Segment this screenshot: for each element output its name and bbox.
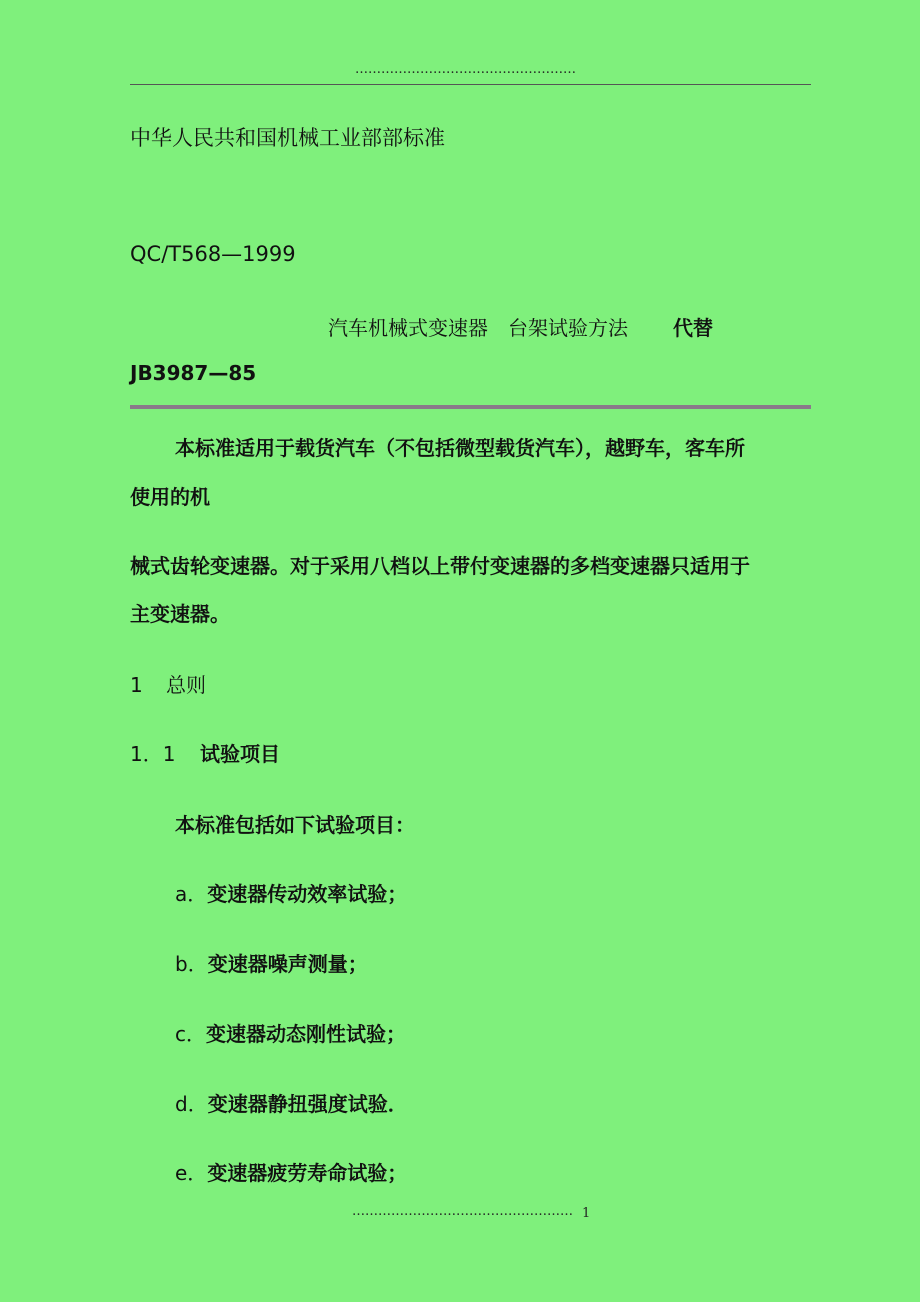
document-title: 汽车机械式变速器 台架试验方法 [328,316,628,340]
section-heading-1 [130,669,206,698]
list-item [175,1088,408,1117]
page-number: 1 [582,1206,591,1221]
section-heading-1-1 [130,738,280,767]
list-marker: e． [175,1161,208,1185]
replaces-code: JB3987—85 [130,361,257,385]
list-item [175,948,368,977]
list-marker: d． [175,1092,208,1116]
section-title: 总则 [166,673,206,697]
list-item-text: 变速器噪声测量； [207,952,368,976]
header-rule [130,84,811,85]
list-item-text: 变速器传动效率试验； [207,882,408,906]
scope-paragraph-line-1: 本标准适用于载货汽车（不包括微型载货汽车），越野车，客车所 [175,436,745,460]
list-item-text: 变速器静扭强度试验． [207,1092,408,1116]
list-item-text: 变速器动态刚性试验； [206,1022,406,1046]
scope-paragraph-line-2: 使用的机 [130,485,210,509]
title-divider [130,405,811,409]
standard-code: QC/T568—1999 [130,242,296,266]
list-item [175,1018,406,1047]
list-marker: b． [175,952,208,976]
scope-paragraph-line-4: 主变速器。 [130,602,230,626]
replaces-label: 代替 [673,316,713,340]
section-title: 试验项目 [200,742,280,766]
scope-paragraph-line-3: 械式齿轮变速器。对于采用八档以上带付变速器的多档变速器只适用于 [130,554,750,578]
section-number: 1．1 [130,742,176,766]
footer-dots: …………………………………………… [352,1204,573,1219]
items-intro: 本标准包括如下试验项目： [175,813,415,837]
list-item-text: 变速器疲劳寿命试验； [207,1161,408,1185]
list-item [175,878,407,907]
standard-organization: 中华人民共和国机械工业部部标准 [130,126,445,150]
header-dots: …………………………………………… [355,62,576,77]
list-item [175,1157,407,1186]
list-marker: a． [175,882,208,906]
section-number: 1 [130,673,143,697]
list-marker: c． [175,1022,206,1046]
